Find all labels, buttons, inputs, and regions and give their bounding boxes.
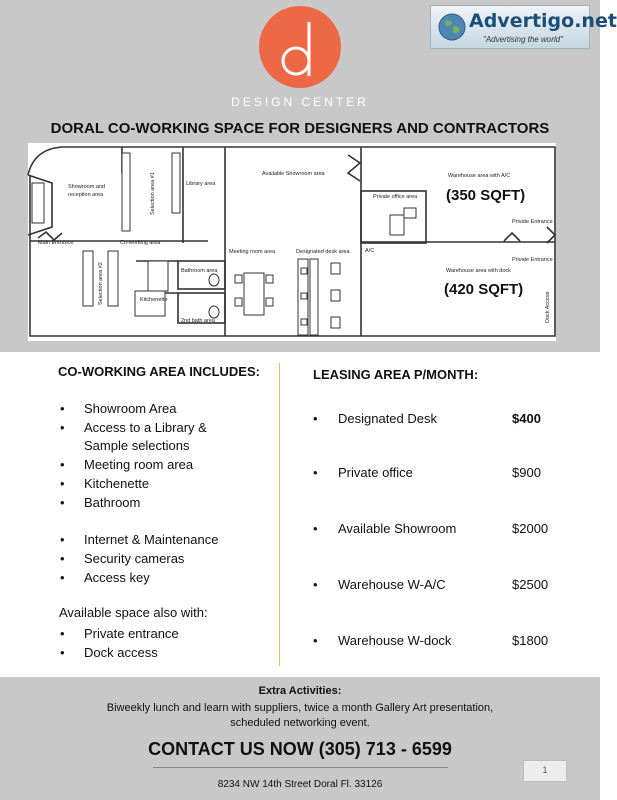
label-size-dock: (420 SQFT) [444,281,524,298]
label-coworking: Co-working area [120,240,161,246]
extra-activities-line1: Biweekly lunch and learn with suppliers, twice a month Gallery Art presentation, [106,702,494,714]
label-available-showroom: Available Showroom area [262,171,325,177]
label-private-entrance-2: Private Entrance [512,257,553,263]
selection-shelf-1 [122,153,130,231]
includes-heading: CO-WORKING AREA INCLUDES: [58,364,260,379]
floor-plan [28,143,556,341]
contact-line: CONTACT US NOW (305) 713 - 6599 [148,739,452,759]
advertigo-name: Advertigo.net [469,10,617,32]
label-second-bath: 2nd bath area [181,318,215,324]
label-selection-1: Selection area #1 [150,172,156,215]
page-number: 1 [542,765,548,775]
page-title: DORAL CO-WORKING SPACE FOR DESIGNERS AND CONTRACTORS [50,120,550,137]
label-library: Library area [186,181,216,187]
label-warehouse-ac: Warehouse area with A/C [448,173,511,179]
label-warehouse-dock: Warehouse area with dock [446,268,511,274]
available-heading: Available space also with: [59,605,208,620]
advertigo-badge[interactable] [430,5,617,49]
label-selection-2: Selection area #2 [98,262,104,305]
logo-d-glyph [259,6,341,88]
advertigo-tagline: "Advertising the world" [483,35,563,44]
extra-activities-heading: Extra Activities: [258,685,342,697]
design-center-logo [259,6,341,88]
column-divider [279,363,280,666]
label-kitchenette: Kitchenette [140,297,168,303]
label-ac: A/C [365,248,375,254]
label-meeting: Meeting room area [229,249,276,255]
label-bathroom: Bathroom area [181,268,218,274]
globe-icon [437,12,467,42]
label-showroom-reception-2: reception area [68,192,104,198]
logo-subtitle: DESIGN CENTER [231,95,369,109]
extra-activities-line2: scheduled networking event. [230,717,370,729]
label-main-entrance: Main Entrance [38,240,74,246]
address: 8234 NW 14th Street Doral Fl. 33126 [217,779,383,790]
label-dock-access: Dock Access [545,291,551,323]
label-showroom-reception-1: Showroom and [68,184,105,190]
label-designated-desk: Designated desk area [296,249,350,255]
label-private-entrance-1: Private Entrance [512,219,553,225]
footer-rule [153,767,448,768]
leasing-heading: LEASING AREA P/MONTH: [313,367,479,382]
selection-shelf-2 [83,251,93,306]
label-size-ac: (350 SQFT) [446,187,526,204]
label-private-office: Private office area [373,194,418,200]
